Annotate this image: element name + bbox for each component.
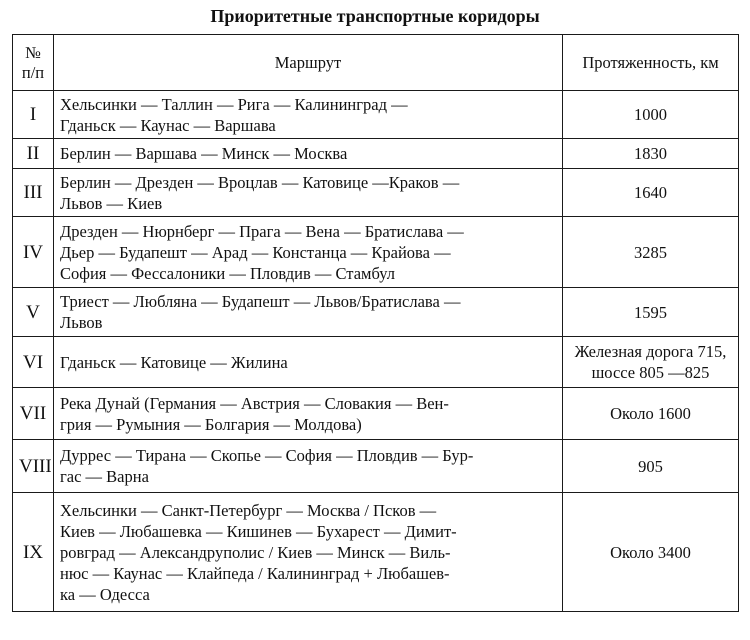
row-length: 1640 [563, 169, 739, 217]
table-row [13, 493, 739, 612]
table-body [13, 91, 739, 612]
row-number: II [13, 139, 54, 169]
row-length: Железная дорога 715, шоссе 805 —825 [563, 337, 739, 388]
row-number: III [13, 169, 54, 217]
table-row [13, 139, 739, 169]
row-length: 1830 [563, 139, 739, 169]
row-length: 1595 [563, 288, 739, 337]
row-length: Около 1600 [563, 388, 739, 440]
header-number: № п/п [13, 35, 54, 91]
table-row [13, 388, 739, 440]
table-row [13, 217, 739, 288]
row-route: Хельсинки — Таллин — Рига — Калининград — Гданьск — Каунас — Варшава [54, 91, 563, 139]
row-route: Хельсинки — Санкт-Петербург — Москва / Псков — Киев — Любашевка — Кишинев — Бухарест — Димит- ровград — Александруполис / Киев — Минск — Виль- нюс — Каунас — Клайпеда / Калининград + Любашев- ка — Одесса [54, 493, 563, 612]
row-number: IX [13, 493, 54, 612]
row-number: VII [13, 388, 54, 440]
table-row [13, 91, 739, 139]
row-number: I [13, 91, 54, 139]
table-row [13, 440, 739, 493]
header-length: Протяженность, км [563, 35, 739, 91]
row-route: Берлин — Дрезден — Вроцлав — Катовице —Краков — Львов — Киев [54, 169, 563, 217]
row-route: Дрезден — Нюрнберг — Прага — Вена — Братислава — Дьер — Будапешт — Арад — Констанца — Крайова — София — Фессалоники — Пловдив — Стамбул [54, 217, 563, 288]
page-title: Приоритетные транспортные коридоры [210, 6, 540, 26]
table-header [13, 35, 739, 91]
row-length: Около 3400 [563, 493, 739, 612]
table-row [13, 169, 739, 217]
row-length: 3285 [563, 217, 739, 288]
row-length: 905 [563, 440, 739, 493]
header-route: Маршрут [54, 35, 563, 91]
row-number: V [13, 288, 54, 337]
table-row [13, 337, 739, 388]
row-length: 1000 [563, 91, 739, 139]
corridors-table [12, 34, 739, 612]
row-number: IV [13, 217, 54, 288]
row-route: Гданьск — Катовице — Жилина [54, 337, 563, 388]
table-row [13, 288, 739, 337]
row-route: Триест — Любляна — Будапешт — Львов/Братислава — Львов [54, 288, 563, 337]
row-route: Берлин — Варшава — Минск — Москва [54, 139, 563, 169]
row-number: VIII [13, 440, 54, 493]
row-route: Река Дунай (Германия — Австрия — Словакия — Вен- грия — Румыния — Болгария — Молдова) [54, 388, 563, 440]
row-number: VI [13, 337, 54, 388]
row-route: Дуррес — Тирана — Скопье — София — Пловдив — Бур- гас — Варна [54, 440, 563, 493]
header-row [13, 35, 739, 91]
